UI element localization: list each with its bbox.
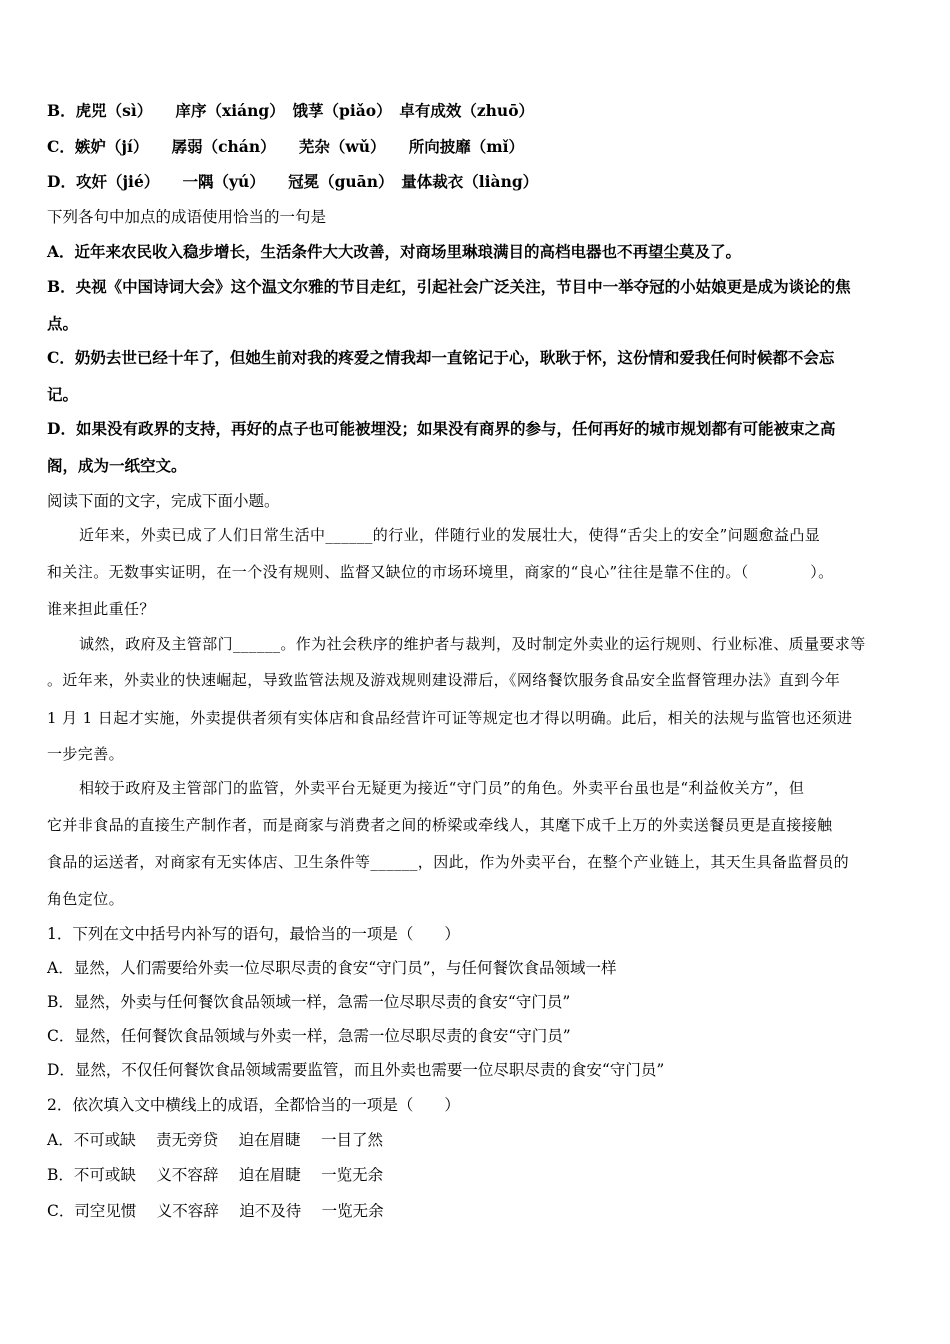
option-c-pinyin: C．嫉妒（jí） 孱弱（chán） 芜杂（wǔ） 所向披靡（mǐ）: [47, 137, 525, 156]
idiom-option-b-line2: 点。: [47, 314, 79, 333]
question-1-option-d: D．显然，不仅任何餐饮食品领域需要监管，而且外卖也需要一位尽职尽责的食安“守门员”: [47, 1061, 665, 1079]
passage-line: 相较于政府及主管部门的监管，外卖平台无疑更为接近“守门员”的角色。外卖平台虽也是“利益攸关方”，但: [79, 779, 805, 797]
passage-line: 近年来，外卖已成了人们日常生活中______的行业，伴随行业的发展壮大，使得“舌尖上的安全”问题愈益凸显: [79, 526, 821, 544]
passage-line: 角色定位。: [47, 890, 125, 908]
passage-line: 。近年来，外卖业的快速崛起，导致监管法规及游戏规则建设滞后，《网络餐饮服务食品安全监督管理办法》直到今年: [47, 671, 841, 689]
passage-line: 和关注。无数事实证明，在一个没有规则、监督又缺位的市场环境里，商家的“良心”往往是靠不住的。（ ）。: [47, 563, 834, 581]
idiom-option-d-line1: D．如果没有政界的支持，再好的点子也可能被埋没；如果没有商界的参与，任何再好的城市规划都有可能被束之高: [47, 419, 836, 438]
question-2-option-b: B．不可或缺 义不容辞 迫在眉睫 一览无余: [47, 1166, 384, 1184]
passage-line: 一步完善。: [47, 745, 125, 763]
idiom-option-b-line1: B．央视《中国诗词大会》这个温文尔雅的节目走红，引起社会广泛关注，节目中一举夺冠的小姑娘更是成为谈论的焦: [47, 277, 851, 296]
idiom-option-a: A．近年来农民收入稳步增长，生活条件大大改善，对商场里琳琅满目的高档电器也不再望尘莫及了。: [47, 242, 742, 261]
question-1-option-c: C．显然，任何餐饮食品领域与外卖一样，急需一位尽职尽责的食安“守门员”: [47, 1027, 571, 1045]
question-2: 2．依次填入文中横线上的成语，全都恰当的一项是（ ）: [47, 1096, 460, 1114]
passage-line: 它并非食品的直接生产制作者，而是商家与消费者之间的桥梁或牵线人，其麾下成千上万的外卖送餐员更是直接接触: [47, 816, 833, 834]
passage-line: 食品的运送者，对商家有无实体店、卫生条件等______，因此，作为外卖平台，在整个产业链上，其天生具备监督员的: [47, 853, 850, 871]
reading-instruction: 阅读下面的文字，完成下面小题。: [47, 492, 280, 510]
idiom-option-d-line2: 阁，成为一纸空文。: [47, 456, 187, 475]
question-1-option-a: A．显然，人们需要给外卖一位尽职尽责的食安“守门员”，与任何餐饮食品领域一样: [47, 959, 617, 977]
question-1-option-b: B．显然，外卖与任何餐饮食品领域一样，急需一位尽职尽责的食安“守门员”: [47, 993, 571, 1011]
option-d-pinyin: D．攻奸（jié） 一隅（yú） 冠冕（guān） 量体裁衣（liàng）: [47, 172, 539, 191]
idiom-option-c-line2: 记。: [47, 385, 79, 404]
question-2-option-a: A．不可或缺 责无旁贷 迫在眉睫 一目了然: [47, 1131, 383, 1149]
question-idiom-prompt: 下列各句中加点的成语使用恰当的一句是: [47, 208, 327, 226]
passage-line: 1 月 1 日起才实施，外卖提供者须有实体店和食品经营许可证等规定也才得以明确。此后，相关的法规与监管也还须进: [47, 709, 853, 727]
question-2-option-c: C．司空见惯 义不容辞 迫不及待 一览无余: [47, 1202, 384, 1220]
option-b-pinyin: B．虎兕（sì） 庠序（xiáng） 饿莩（piǎo） 卓有成效（zhuō）: [47, 101, 535, 120]
question-1: 1．下列在文中括号内补写的语句，最恰当的一项是（ ）: [47, 925, 460, 943]
idiom-option-c-line1: C．奶奶去世已经十年了，但她生前对我的疼爱之情我却一直铭记于心，耿耿于怀，这份情和爱我任何时候都不会忘: [47, 348, 835, 367]
passage-line: 谁来担此重任？: [47, 600, 155, 618]
passage-line: 诚然，政府及主管部门______。作为社会秩序的维护者与裁判，及时制定外卖业的运行规则、行业标准、质量要求等: [79, 635, 866, 653]
